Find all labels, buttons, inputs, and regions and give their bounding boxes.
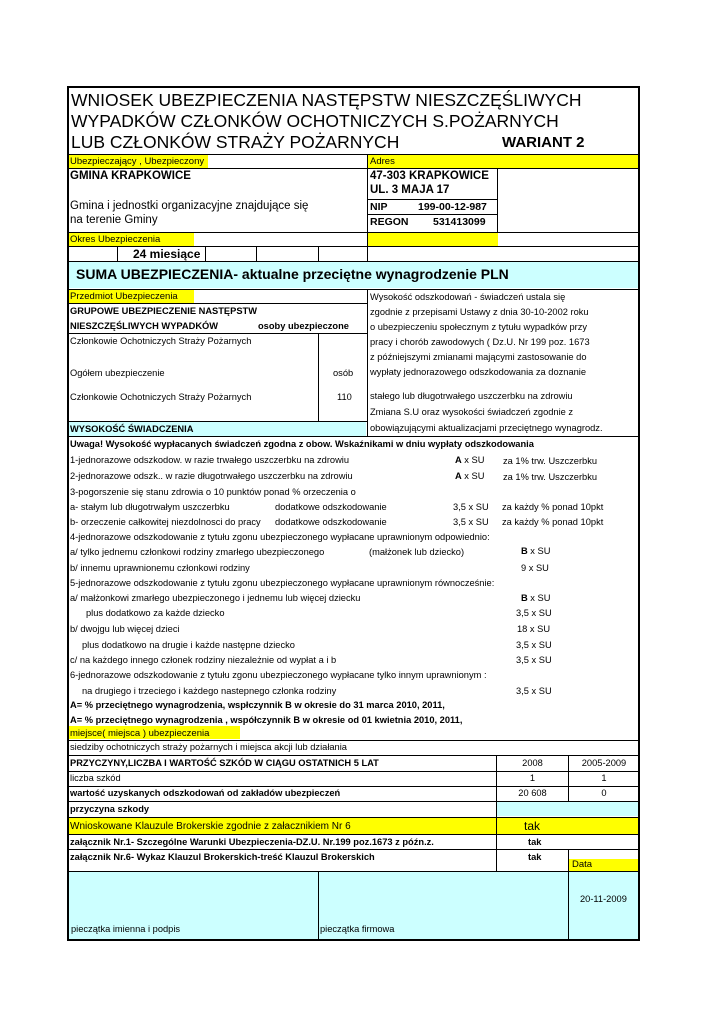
date-label: Data xyxy=(572,859,593,870)
col-divider xyxy=(568,849,569,941)
divider xyxy=(67,436,640,437)
benefit-row-5a2: plus dodatkowo za każde dziecko xyxy=(86,608,225,618)
benefit-factor-6a: 3,5 x SU xyxy=(516,686,552,696)
note-line: stałego lub długotrwałego uszczerbku na zdrowiu xyxy=(370,391,573,401)
note-line: obowiązującymi aktualizacjami przeciętnego wynagrodz. xyxy=(370,423,603,433)
benefit-mid-4a: (małżonek lub dziecko) xyxy=(369,547,465,557)
sum-heading: SUMA UBEZPIECZENIA- aktualne przeciętne wynagrodzenie PLN xyxy=(76,266,509,282)
benefit-row-5b2: plus dodatkowo na drugie i każde następne dziecko xyxy=(82,640,295,650)
divider xyxy=(67,261,640,262)
address-label: Adres xyxy=(370,156,395,167)
form-title-line2: WYPADKÓW CZŁONKÓW OCHOTNICZYCH S.POŻARNYCH xyxy=(71,111,559,131)
benefit-row-4a: a/ tylko jednemu członkowi rodziny zmarłego ubezpieczonego xyxy=(70,547,325,557)
col-divider xyxy=(205,246,206,261)
benefit-factor-3a: 3,5 x SU xyxy=(453,502,489,512)
benefit-row-3: 3-pogorszenie się stanu zdrowia o 10 punktów ponad % orzeczenia o xyxy=(70,487,356,497)
benefit-factor-5c: 3,5 x SU xyxy=(516,655,552,665)
claims-value-label: wartość uzyskanych odszkodowań od zakładów ubezpieczeń xyxy=(70,788,341,798)
claims-col-2005-2009: 2005-2009 xyxy=(581,758,627,768)
col-divider xyxy=(318,246,319,261)
col-divider xyxy=(367,154,368,261)
benefit-mid-3a: dodatkowe odszkodowanie xyxy=(275,502,387,512)
period-value: 24 miesiące xyxy=(133,247,201,261)
benefit-row-5: 5-jednorazowe odszkodowanie z tytułu zgonu ubezpieczonego wypłacane uprawnionym równocześnie: xyxy=(70,578,495,588)
benefit-factor-2: A x SU xyxy=(455,471,485,481)
benefit-row-3a: a- stałym lub długotrwałym uszczerbku xyxy=(70,502,230,512)
insured-persons-label: osoby ubezpieczone xyxy=(258,321,349,331)
form-title-line1: WNIOSEK UBEZPIECZENIA NASTĘPSTW NIESZCZĘŚLIWYCH xyxy=(71,90,582,110)
claims-heading: PRZYCZYNY,LICZBA I WARTOŚĆ SZKÓD W CIĄGU OSTATNICH 5 LAT xyxy=(70,758,379,768)
benefit-row-6a: na drugiego i trzeciego i każdego nastepnego członka rodziny xyxy=(82,686,337,696)
benefit-label: WYSOKOŚĆ ŚWIADCZENIA xyxy=(70,424,194,434)
period-label: Okres Ubezpieczenia xyxy=(70,234,161,245)
subject-label: Przedmiot Ubezpieczenia xyxy=(70,291,178,302)
col-divider xyxy=(256,246,257,261)
members-label-2: Członkowie Ochotniczych Straży Pożarnych xyxy=(70,392,252,402)
col-divider xyxy=(367,289,368,436)
benefit-factor-5a2: 3,5 x SU xyxy=(516,608,552,618)
divider xyxy=(368,199,498,200)
clauses-value: tak xyxy=(524,819,541,833)
group-insurance-2: NIESZCZĘŚLIWYCH WYPADKÓW xyxy=(70,321,219,331)
nip-label: NIP xyxy=(370,201,388,213)
benefit-factor-5b: 18 x SU xyxy=(517,624,551,634)
claims-count-2008: 1 xyxy=(529,773,536,783)
divider xyxy=(67,168,640,169)
note-line: pracy i chorób zawodowych ( Dz.U. Nr 199 poz. 1673 xyxy=(370,337,590,347)
benefit-note-3a: za każdy % ponad 10pkt xyxy=(502,502,604,512)
coefficient-line-2: A= % przeciętnego wynagrodzenia , współczynnik B w okresie od 01 kwietnia 2010, 2011, xyxy=(70,715,463,725)
benefit-note-1: za 1% trw. Uszczerbku xyxy=(503,456,598,466)
insured-label: Ubezpieczający , Ubezpieczony xyxy=(70,156,205,167)
benefit-factor-4a: B x SU xyxy=(521,546,551,556)
attachment-1-value: tak xyxy=(528,837,542,847)
address-line1: 47-303 KRAPKOWICE xyxy=(370,170,489,182)
note-line: o ubezpieczeniu społecznym z tytułu wypadków przy xyxy=(370,322,588,332)
claims-count-total: 1 xyxy=(601,773,607,783)
divider xyxy=(67,303,367,304)
attachment-1: załącznik Nr.1- Szczególne Warunki Ubezpieczenia-DZ.U. Nr.199 poz.1673 z późn.z. xyxy=(70,837,434,847)
col-divider xyxy=(318,333,319,421)
benefit-note-2: za 1% trw. Uszczerbku xyxy=(503,472,598,482)
persons-unit: osób xyxy=(333,368,354,378)
benefits-notice: Uwaga! Wysokość wypłacanych świadczeń zgodna z obow. Wskaźnikami w dniu wypłaty odszkodowania xyxy=(70,439,534,449)
col-divider xyxy=(117,246,118,261)
note-line: Zmiana S.U oraz wysokości świadczeń zgodnie z xyxy=(370,407,574,417)
form-title-line3: LUB CZŁONKÓW STRAŻY POŻARNYCH xyxy=(71,132,400,152)
benefit-note-3b: za każdy % ponad 10pkt xyxy=(502,517,604,527)
benefit-row-2: 2-jednorazowe odszk.. w razie długotrwałego uszczerbku na zdrowiu xyxy=(70,471,353,481)
members-label: Członkowie Ochotniczych Straży Pożarnych xyxy=(70,336,252,346)
benefit-factor-4b: 9 x SU xyxy=(521,563,549,573)
note-line: z późniejszymi zmianami mającymi zastosowanie do xyxy=(370,352,587,362)
date-value: 20-11-2009 xyxy=(580,894,627,904)
regon-value: 531413099 xyxy=(433,216,486,228)
benefit-row-5a: a/ małżonkowi zmarłego ubezpieczonego i jednemu lub więcej dziecku xyxy=(70,593,361,603)
benefit-row-1: 1-jednorazowe odszkodow. w razie trwałego uszczerbku na zdrowiu xyxy=(70,455,350,465)
claims-count-label: liczba szkód xyxy=(70,773,121,783)
note-line: wypłaty jednorazowego odszkodowania za doznanie xyxy=(370,367,587,377)
divider xyxy=(67,817,640,818)
claims-cause-label: przyczyna szkody xyxy=(70,804,150,814)
regon-label: REGON xyxy=(370,216,409,228)
divider xyxy=(368,214,498,215)
insured-name: GMINA KRAPKOWICE xyxy=(70,170,191,182)
signature-label: pieczątka imienna i podpis xyxy=(71,924,181,934)
benefit-mid-3b: dodatkowe odszkodowanie xyxy=(275,517,387,527)
divider xyxy=(67,740,640,741)
stamp-label: pieczątka firmowa xyxy=(320,924,395,934)
divider xyxy=(67,871,640,872)
claims-value-2008: 20 608 xyxy=(518,788,547,798)
clauses-label: Wnioskowane Klauzule Brokerskie zgodnie z załacznikiem Nr 6 xyxy=(70,821,351,832)
claims-col-2008: 2008 xyxy=(522,758,543,768)
insured-desc-1: Gmina i jednostki organizacyjne znajdujące się xyxy=(70,200,309,212)
nip-value: 199-00-12-987 xyxy=(418,201,487,213)
benefit-row-3b: b- orzeczenie całkowitej niezdolnosci do pracy xyxy=(70,517,261,527)
benefit-row-6: 6-jednorazowe odszkodowanie z tytułu zgonu ubezpieczonego wypłacane tylko innym uprawnionym : xyxy=(70,670,487,680)
divider xyxy=(67,755,640,756)
col-divider xyxy=(497,168,498,232)
divider xyxy=(67,801,640,802)
benefit-factor-3b: 3,5 x SU xyxy=(453,517,489,527)
attachment-6-value: tak xyxy=(528,852,542,862)
note-line: zgodnie z przepisami Ustawy z dnia 30-10-2002 roku xyxy=(370,307,589,317)
benefit-row-5b: b/ dwojgu lub więcej dzieci xyxy=(70,624,180,634)
benefit-factor-5a: B x SU xyxy=(521,593,551,603)
benefit-factor-1: A x SU xyxy=(455,455,485,465)
divider xyxy=(67,771,640,772)
place-label: miejsce( miejsca ) ubezpieczenia xyxy=(70,728,210,739)
group-insurance-1: GRUPOWE UBEZPIECZENIE NASTĘPSTW xyxy=(70,306,257,316)
claims-value-total: 0 xyxy=(601,788,607,798)
benefit-row-4: 4-jednorazowe odszkodowanie z tytułu zgonu ubezpieczonego wypłacane uprawnionym odpowiednio: xyxy=(70,532,490,542)
col-divider xyxy=(318,871,319,941)
divider xyxy=(67,849,640,850)
insured-desc-2: na terenie Gminy xyxy=(70,214,158,226)
place-value: siedziby ochotniczych straży pożarnych i miejsca akcji lub działania xyxy=(70,742,347,752)
divider xyxy=(67,333,367,334)
col-divider xyxy=(496,817,497,871)
divider xyxy=(67,834,640,835)
benefit-row-4b: b/ innemu uprawnionemu członkowi rodziny xyxy=(70,563,250,573)
coefficient-line-1: A= % przeciętnego wynagrodzenia, wspłczynnik B w okresie do 31 marca 2010, 2011, xyxy=(70,700,445,710)
divider xyxy=(67,421,367,422)
benefit-row-5c: c/ na każdego innego członek rodziny niezależnie od wypłat a i b xyxy=(70,655,337,665)
persons-count: 110 xyxy=(337,392,352,402)
benefit-factor-5b2: 3,5 x SU xyxy=(516,640,552,650)
variant-label: WARIANT 2 xyxy=(502,134,585,151)
divider xyxy=(67,786,640,787)
address-line2: UL. 3 MAJA 17 xyxy=(370,184,450,196)
note-line: Wysokość odszkodowań - świadczeń ustala się xyxy=(370,292,566,302)
total-label: Ogółem ubezpieczenie xyxy=(70,368,165,378)
attachment-6: załącznik Nr.6- Wykaz Klauzul Brokerskich-treść Klauzul Brokerskich xyxy=(70,852,375,862)
